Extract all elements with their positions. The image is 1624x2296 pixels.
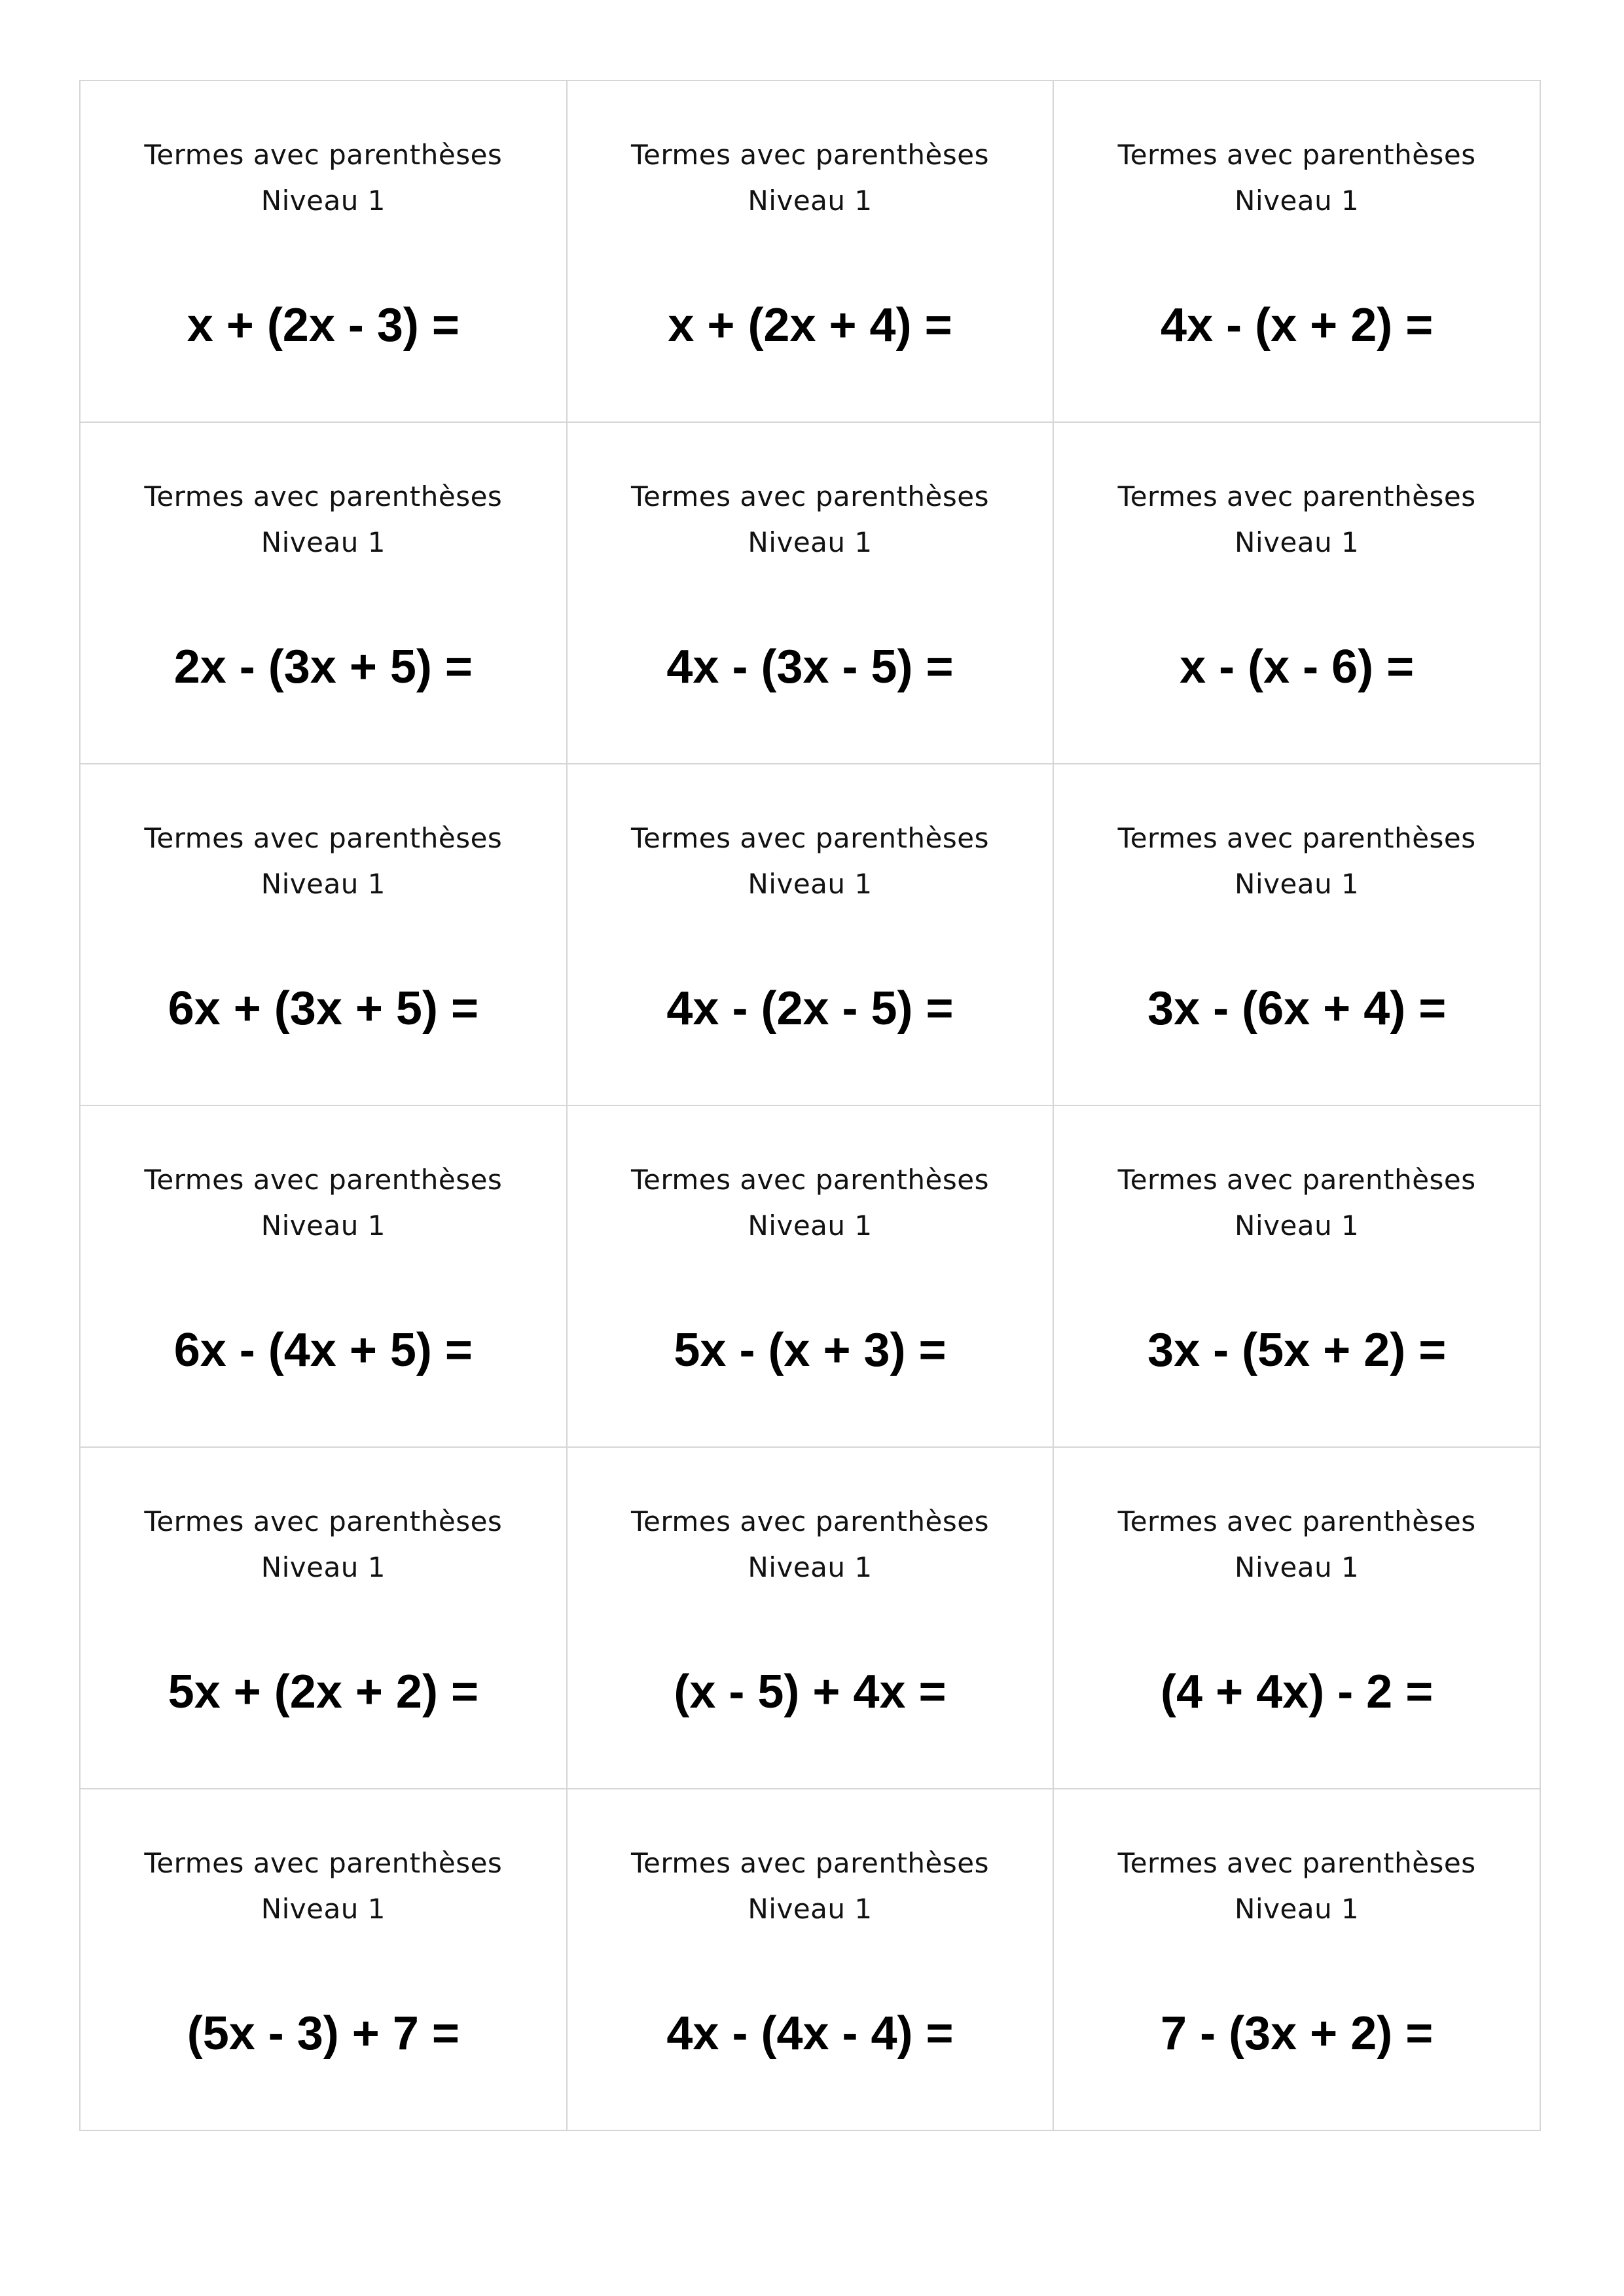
card-level: Niveau 1 [748,1893,873,1925]
exercise-card [81,764,568,1106]
exercise-card [568,81,1055,423]
exercise-card [81,1448,568,1789]
card-expression: 5x + (2x + 2) = [168,1666,478,1718]
card-level: Niveau 1 [261,1210,386,1242]
card-level: Niveau 1 [1235,185,1360,217]
card-expression: 3x - (5x + 2) = [1147,1324,1447,1376]
exercise-card [568,1448,1055,1789]
exercise-card [568,423,1055,764]
card-level: Niveau 1 [748,1551,873,1583]
card-title: Termes avec parenthèses [631,1164,989,1196]
card-expression: 4x - (3x - 5) = [666,641,954,693]
exercise-card [1054,764,1541,1106]
card-title: Termes avec parenthèses [631,139,989,171]
card-level: Niveau 1 [748,868,873,900]
card-expression: 7 - (3x + 2) = [1161,2007,1434,2060]
card-title: Termes avec parenthèses [144,1505,503,1537]
card-expression: 6x - (4x + 5) = [173,1324,473,1376]
exercise-card [81,423,568,764]
card-expression: 5x - (x + 3) = [674,1324,947,1376]
exercise-card [568,1789,1055,2131]
card-sheet [79,80,1541,2131]
card-expression: 4x - (x + 2) = [1161,299,1434,351]
card-expression: x - (x - 6) = [1180,641,1415,693]
exercise-card [1054,81,1541,423]
card-level: Niveau 1 [1235,1551,1360,1583]
card-title: Termes avec parenthèses [1117,480,1476,512]
card-expression: 4x - (4x - 4) = [666,2007,954,2060]
card-title: Termes avec parenthèses [1117,1847,1476,1879]
card-title: Termes avec parenthèses [631,480,989,512]
card-level: Niveau 1 [1235,868,1360,900]
card-title: Termes avec parenthèses [144,822,503,854]
card-level: Niveau 1 [261,868,386,900]
exercise-card [81,1106,568,1448]
card-expression: x + (2x + 4) = [668,299,952,351]
card-title: Termes avec parenthèses [144,480,503,512]
exercise-card [568,1106,1055,1448]
exercise-card [1054,1789,1541,2131]
card-expression: (4 + 4x) - 2 = [1161,1666,1434,1718]
card-expression: x + (2x - 3) = [187,299,460,351]
card-title: Termes avec parenthèses [1117,1164,1476,1196]
card-level: Niveau 1 [261,185,386,217]
card-level: Niveau 1 [1235,1210,1360,1242]
exercise-card [568,764,1055,1106]
card-title: Termes avec parenthèses [1117,139,1476,171]
card-level: Niveau 1 [748,1210,873,1242]
exercise-card [81,1789,568,2131]
card-level: Niveau 1 [261,1893,386,1925]
exercise-card [1054,1448,1541,1789]
card-level: Niveau 1 [748,185,873,217]
card-title: Termes avec parenthèses [1117,822,1476,854]
card-title: Termes avec parenthèses [631,1847,989,1879]
card-level: Niveau 1 [1235,1893,1360,1925]
exercise-card [1054,1106,1541,1448]
card-title: Termes avec parenthèses [1117,1505,1476,1537]
card-title: Termes avec parenthèses [631,1505,989,1537]
card-expression: 4x - (2x - 5) = [666,982,954,1035]
exercise-card [1054,423,1541,764]
card-level: Niveau 1 [261,526,386,558]
card-level: Niveau 1 [1235,526,1360,558]
card-expression: (5x - 3) + 7 = [187,2007,460,2060]
card-expression: (x - 5) + 4x = [674,1666,947,1718]
card-level: Niveau 1 [748,526,873,558]
card-title: Termes avec parenthèses [144,1847,503,1879]
card-expression: 2x - (3x + 5) = [173,641,473,693]
card-title: Termes avec parenthèses [144,139,503,171]
exercise-card [81,81,568,423]
card-title: Termes avec parenthèses [631,822,989,854]
card-title: Termes avec parenthèses [144,1164,503,1196]
card-level: Niveau 1 [261,1551,386,1583]
card-expression: 3x - (6x + 4) = [1147,982,1447,1035]
card-expression: 6x + (3x + 5) = [168,982,478,1035]
